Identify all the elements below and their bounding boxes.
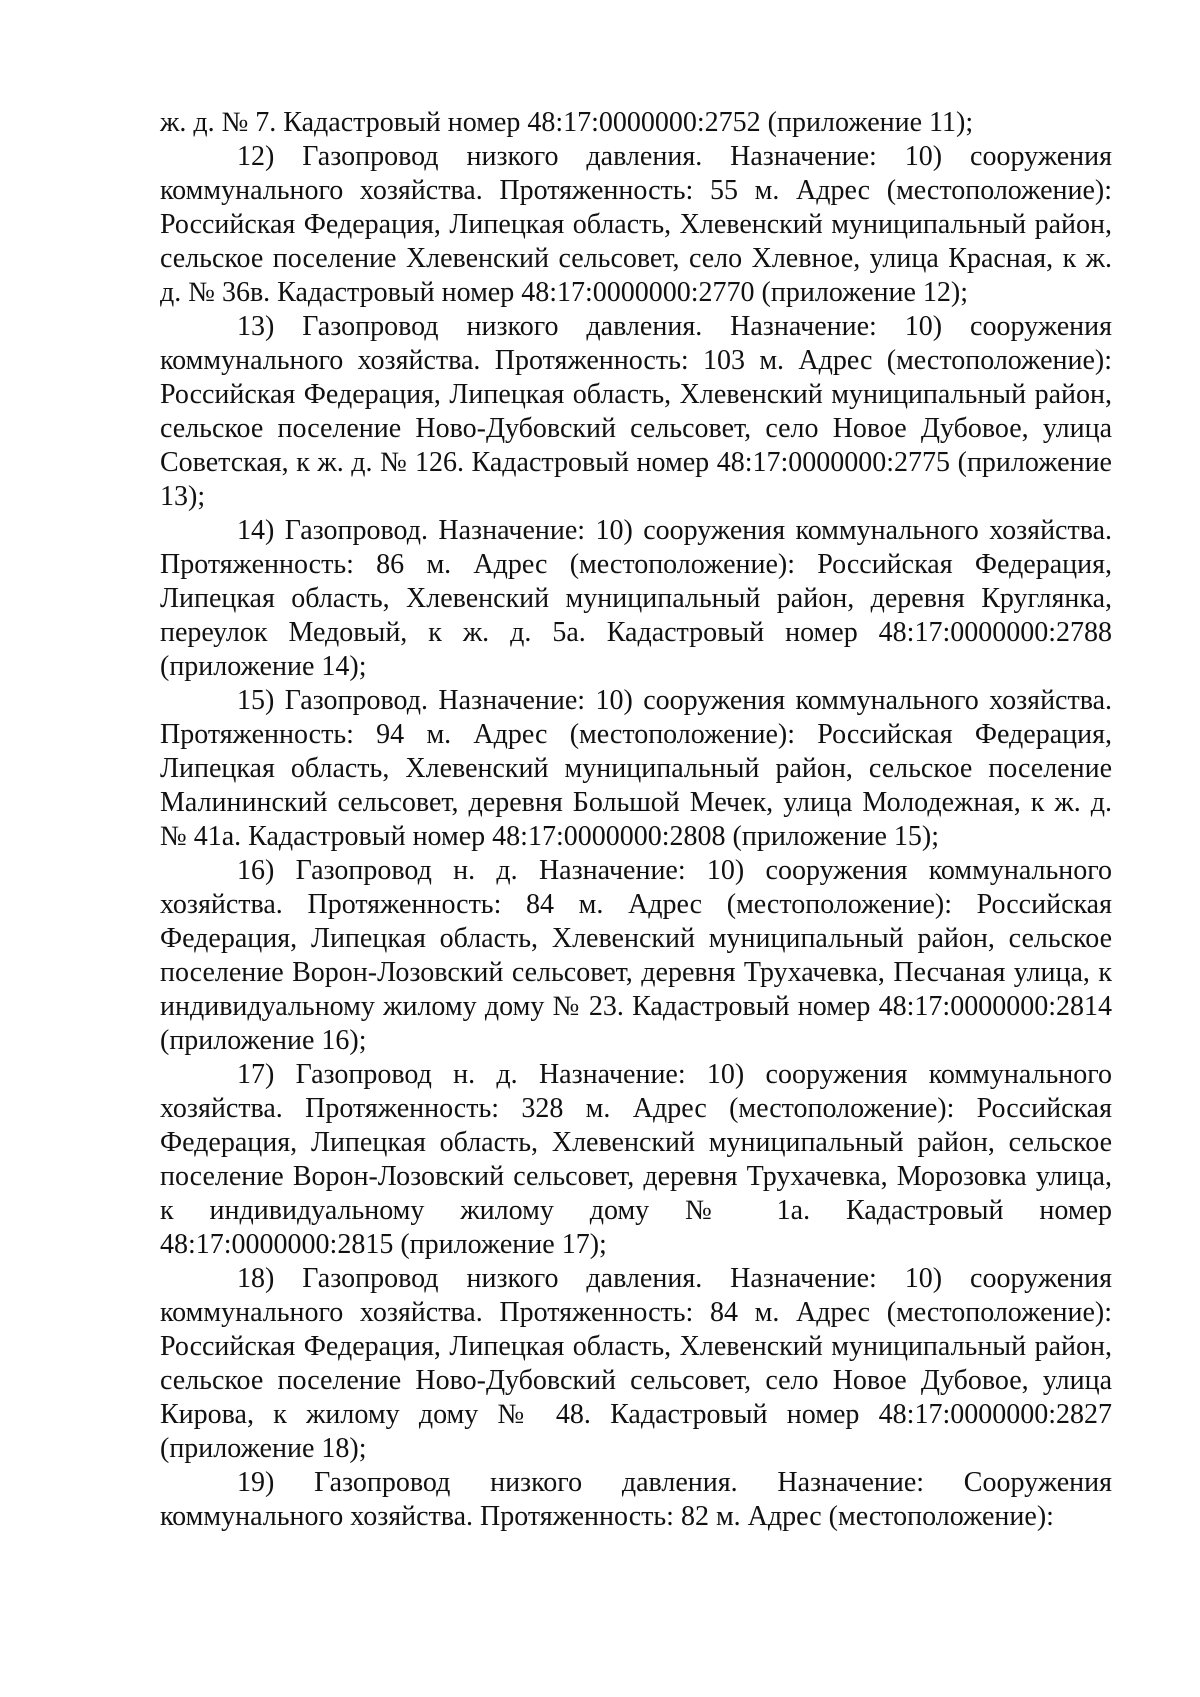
list-item-18: 18) Газопровод низкого давления. Назначение: 10) сооружения коммунального хозяйства. Протяженность: 84 м. Адрес (местоположение): Российская Федерация, Липецкая область, Хлевенский муниципальный район, сельское поселение Ново-Дубовский сельсовет, село Новое Дубовое, улица Кирова, к жилому дому № 48. Кадастровый номер 48:17:0000000:2827 (приложение 18); <box>160 1263 1112 1464</box>
list-item-19: 19) Газопровод низкого давления. Назначение: Сооружения коммунального хозяйства. Протяженность: 82 м. Адрес (местоположение): <box>160 1467 1112 1532</box>
list-item-12: 12) Газопровод низкого давления. Назначение: 10) сооружения коммунального хозяйства. Протяженность: 55 м. Адрес (местоположение): Российская Федерация, Липецкая область, Хлевенский муниципальный район, сельское поселение Хлевенский сельсовет, село Хлевное, улица Красная, к ж. д. № 36в. Кадастровый номер 48:17:0000000:2770 (приложение 12); <box>160 141 1112 308</box>
list-item-17: 17) Газопровод н. д. Назначение: 10) сооружения коммунального хозяйства. Протяженность: 328 м. Адрес (местоположение): Российская Федерация, Липецкая область, Хлевенский муниципальный район, сельское поселение Ворон-Лозовский сельсовет, деревня Трухачевка, Морозовка улица, к индивидуальному жилому дому № 1а. Кадастровый номер 48:17:0000000:2815 (приложение 17); <box>160 1059 1112 1260</box>
list-item-16: 16) Газопровод н. д. Назначение: 10) сооружения коммунального хозяйства. Протяженность: 84 м. Адрес (местоположение): Российская Федерация, Липецкая область, Хлевенский муниципальный район, сельское поселение Ворон-Лозовский сельсовет, деревня Трухачевка, Песчаная улица, к индивидуальному жилому дому № 23. Кадастровый номер 48:17:0000000:2814 (приложение 16); <box>160 855 1112 1056</box>
document-page <box>160 106 1112 1534</box>
list-item-15: 15) Газопровод. Назначение: 10) сооружения коммунального хозяйства. Протяженность: 94 м. Адрес (местоположение): Российская Федерация, Липецкая область, Хлевенский муниципальный район, сельское поселение Малининский сельсовет, деревня Большой Мечек, улица Молодежная, к ж. д. № 41а. Кадастровый номер 48:17:0000000:2808 (приложение 15); <box>160 685 1112 852</box>
list-item-14: 14) Газопровод. Назначение: 10) сооружения коммунального хозяйства. Протяженность: 86 м. Адрес (местоположение): Российская Федерация, Липецкая область, Хлевенский муниципальный район, деревня Круглянка, переулок Медовый, к ж. д. 5а. Кадастровый номер 48:17:0000000:2788 (приложение 14); <box>160 515 1112 682</box>
continuation-line: ж. д. № 7. Кадастровый номер 48:17:0000000:2752 (приложение 11); <box>160 107 974 138</box>
list-item-13: 13) Газопровод низкого давления. Назначение: 10) сооружения коммунального хозяйства. Протяженность: 103 м. Адрес (местоположение): Российская Федерация, Липецкая область, Хлевенский муниципальный район, сельское поселение Ново-Дубовский сельсовет, село Новое Дубовое, улица Советская, к ж. д. № 126. Кадастровый номер 48:17:0000000:2775 (приложение 13); <box>160 311 1112 512</box>
